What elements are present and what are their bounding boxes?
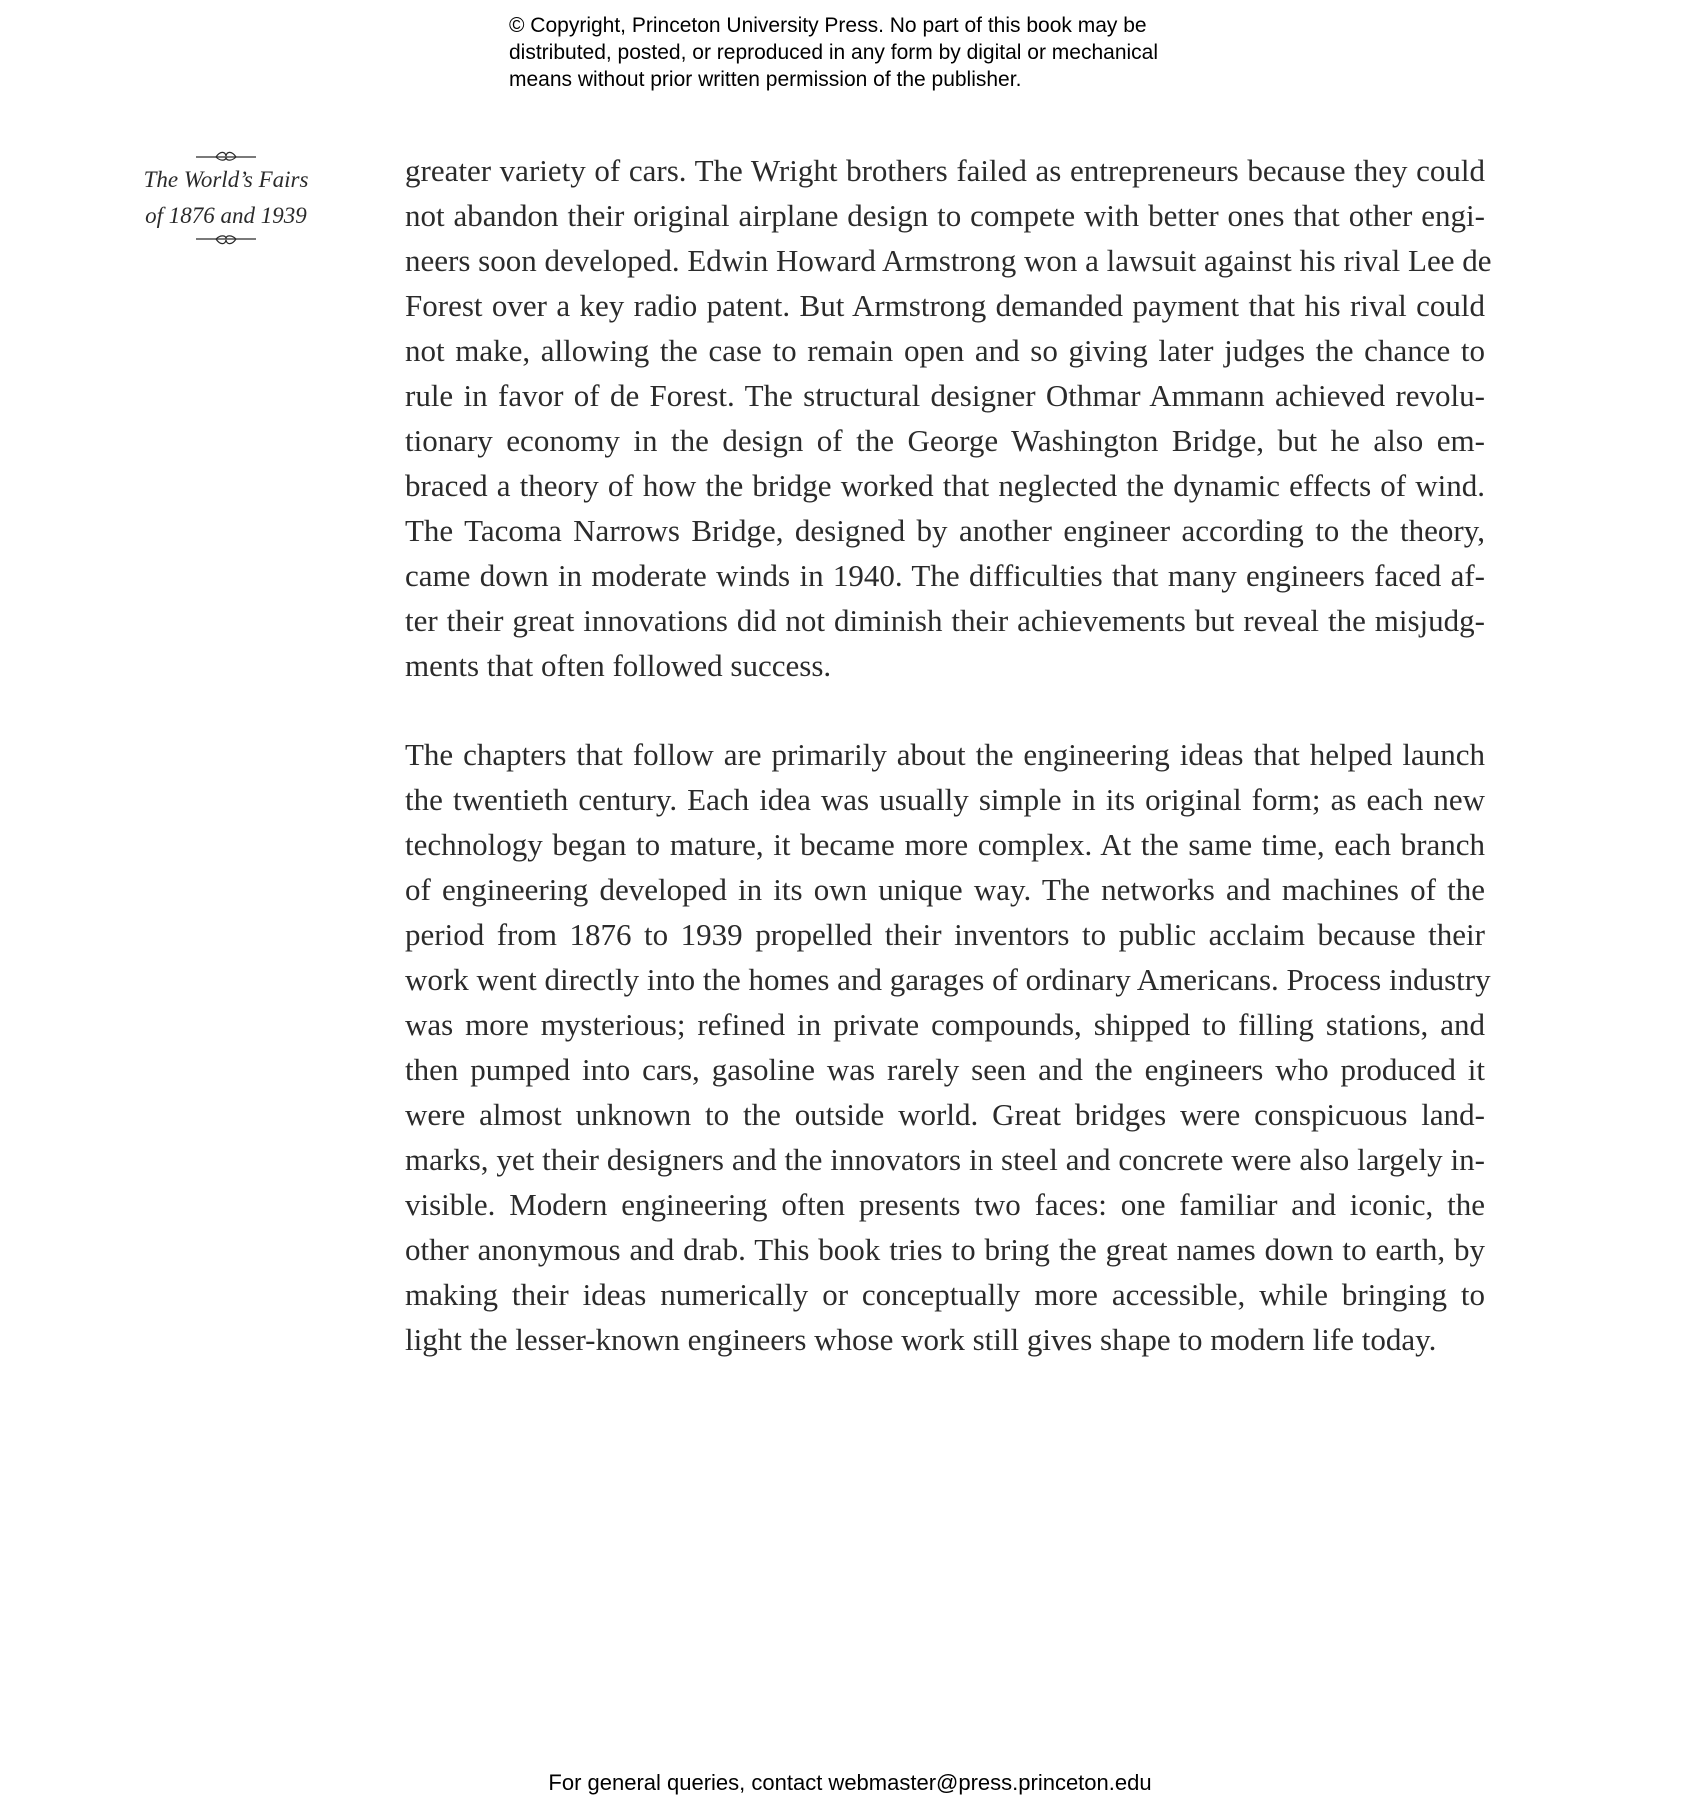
text-line: light the lesser-known engineers whose work still gives shape to modern life today. (405, 1322, 1437, 1357)
text-line: neers soon developed. Edwin Howard Armstrong won a lawsuit against his rival Lee de (405, 243, 1492, 278)
text-line: then pumped into cars, gasoline was rarely seen and the engineers who produced it (405, 1052, 1485, 1087)
paragraph-1 (405, 148, 1492, 688)
running-head-line: of 1876 and 1939 (145, 203, 307, 228)
paragraph-gap (405, 688, 1485, 732)
ornament-bottom-icon (194, 234, 258, 246)
text-line: technology began to mature, it became more complex. At the same time, each branch (405, 827, 1485, 862)
footer-contact: For general queries, contact webmaster@press.princeton.edu (548, 1770, 1152, 1795)
copyright-notice (509, 12, 1269, 93)
text-line: Forest over a key radio patent. But Armstrong demanded payment that his rival could (405, 288, 1485, 323)
text-line: greater variety of cars. The Wright brothers failed as entrepreneurs because they could (405, 153, 1485, 188)
text-line: braced a theory of how the bridge worked that neglected the dynamic effects of wind. (405, 468, 1485, 503)
text-line: not make, allowing the case to remain open and so giving later judges the chance to (405, 333, 1485, 368)
text-line: were almost unknown to the outside world. Great bridges were conspicuous land- (405, 1097, 1485, 1132)
text-line: ments that often followed success. (405, 648, 832, 683)
running-head-line: The World’s Fairs (143, 167, 309, 192)
text-line: ter their great innovations did not diminish their achievements but reveal the misjudg- (405, 603, 1485, 638)
text-line: visible. Modern engineering often presents two faces: one familiar and iconic, the (405, 1187, 1485, 1222)
text-line: of engineering developed in its own unique way. The networks and machines of the (405, 872, 1485, 907)
text-line: making their ideas numerically or conceptually more accessible, while bringing to (405, 1277, 1485, 1312)
text-line: The chapters that follow are primarily about the engineering ideas that helped launch (405, 737, 1485, 772)
text-line: was more mysterious; refined in private compounds, shipped to filling stations, and (405, 1007, 1485, 1042)
text-line: The Tacoma Narrows Bridge, designed by another engineer according to the theory, (405, 513, 1485, 548)
body-text (405, 148, 1492, 1362)
text-line: the twentieth century. Each idea was usually simple in its original form; as each new (405, 782, 1485, 817)
copyright-line: © Copyright, Princeton University Press. No part of this book may be (509, 14, 1147, 37)
text-line: work went directly into the homes and garages of ordinary Americans. Process industry (405, 962, 1491, 997)
ornament-top-icon (194, 150, 258, 162)
text-line: came down in moderate winds in 1940. The difficulties that many engineers faced af- (405, 558, 1485, 593)
paragraph-2 (405, 732, 1491, 1362)
running-head (126, 150, 326, 246)
text-line: rule in favor of de Forest. The structural designer Othmar Ammann achieved revolu- (405, 378, 1485, 413)
text-line: period from 1876 to 1939 propelled their inventors to public acclaim because their (405, 917, 1485, 952)
copyright-line: means without prior written permission of the publisher. (509, 68, 1022, 91)
text-line: marks, yet their designers and the innovators in steel and concrete were also largely in- (405, 1142, 1485, 1177)
text-line: tionary economy in the design of the George Washington Bridge, but he also em- (405, 423, 1485, 458)
text-line: not abandon their original airplane design to compete with better ones that other engi- (405, 198, 1485, 233)
copyright-line: distributed, posted, or reproduced in any form by digital or mechanical (509, 41, 1159, 64)
text-line: other anonymous and drab. This book tries to bring the great names down to earth, by (405, 1232, 1485, 1267)
